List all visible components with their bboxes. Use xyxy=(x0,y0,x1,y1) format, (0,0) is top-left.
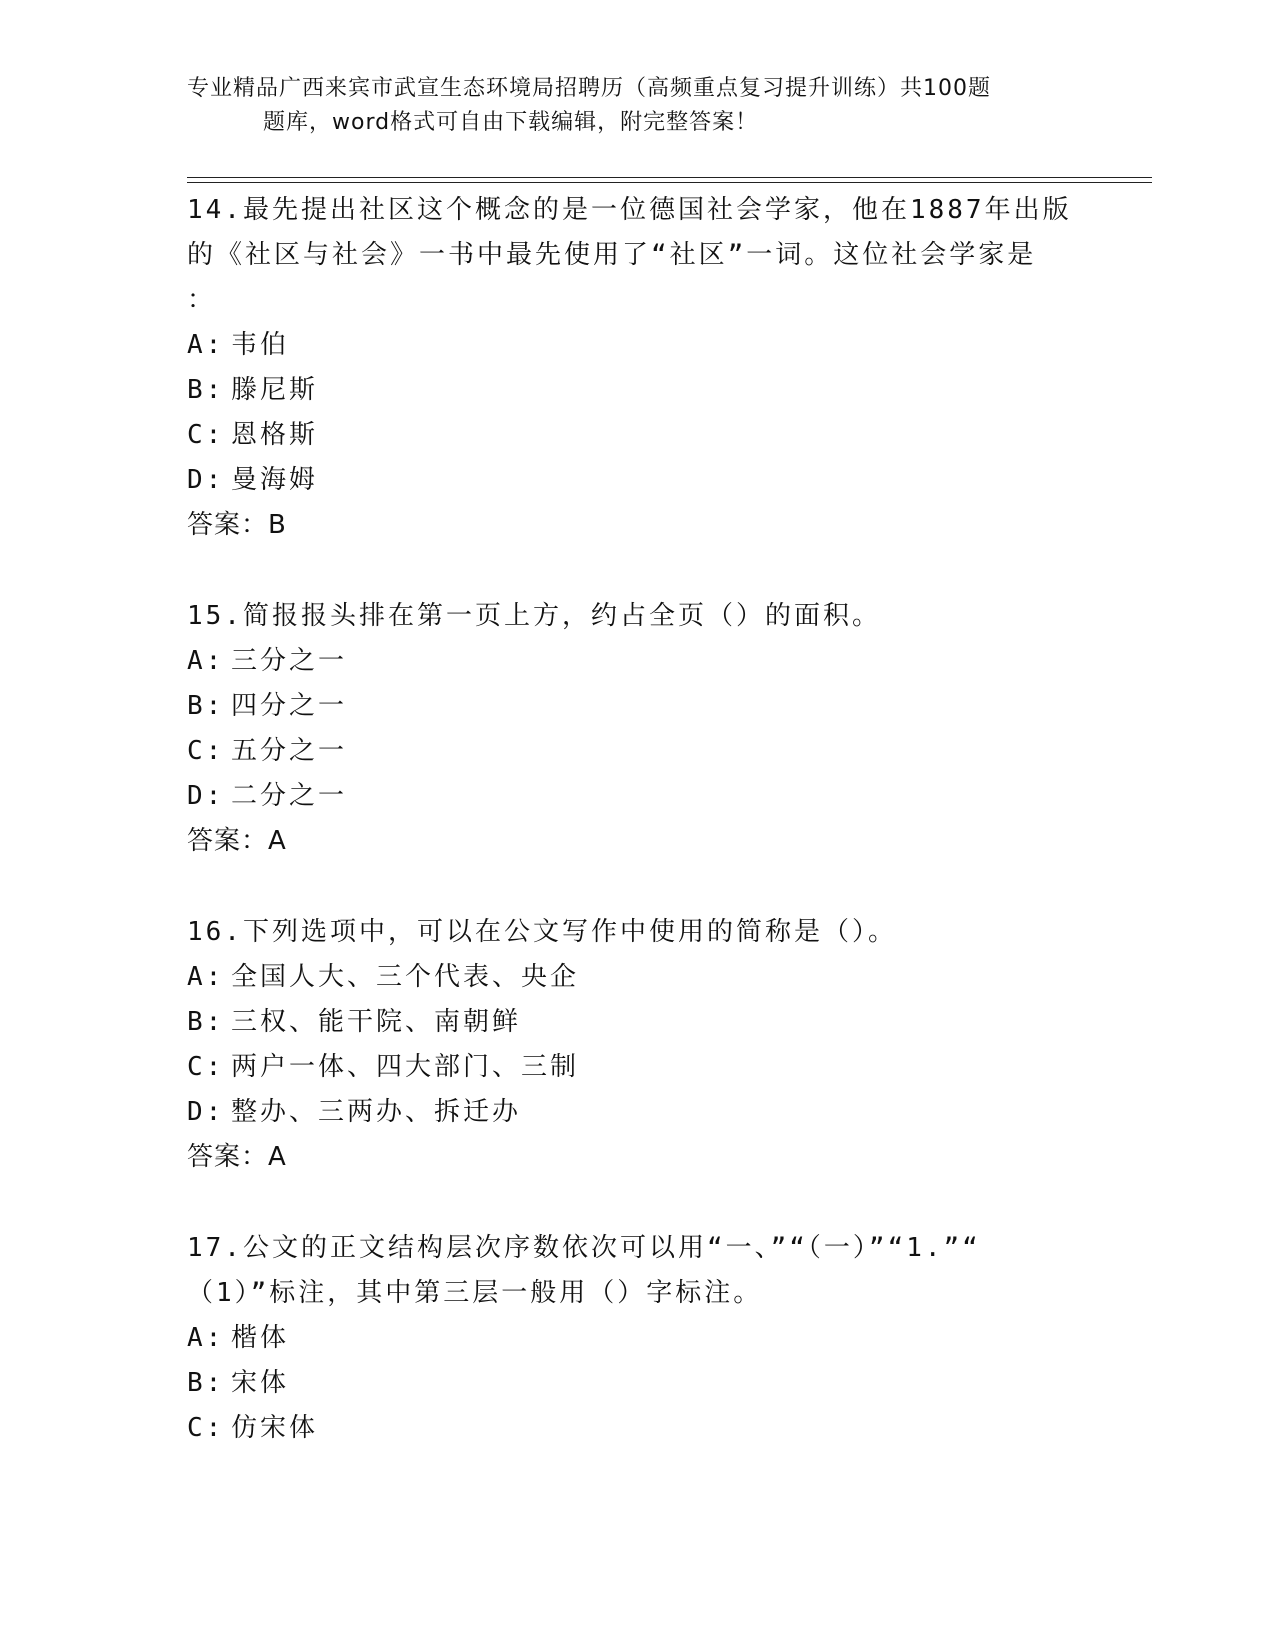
option-text: 五分之一 xyxy=(231,736,348,766)
option-c xyxy=(187,1406,1087,1451)
option-a xyxy=(187,1316,1087,1361)
option-letter: B: xyxy=(187,1007,225,1037)
option-letter: C: xyxy=(187,1052,225,1082)
option-text: 三分之一 xyxy=(231,646,348,676)
option-letter: B: xyxy=(187,1368,225,1398)
option-letter: C: xyxy=(187,736,225,766)
question-stem-line: 14.最先提出社区这个概念的是一位德国社会学家，他在1887年出版 xyxy=(187,195,1072,225)
question-stem-line: 15.简报报头排在第一页上方，约占全页（）的面积。 xyxy=(187,601,881,631)
header-divider-bottom xyxy=(187,182,1152,183)
option-letter: B: xyxy=(187,691,225,721)
option-b xyxy=(187,1000,1087,1045)
document-header xyxy=(187,72,1067,140)
question-list xyxy=(187,188,1087,1497)
option-c xyxy=(187,729,1087,774)
option-letter: C: xyxy=(187,420,225,450)
option-letter: D: xyxy=(187,1097,225,1127)
option-letter: A: xyxy=(187,330,225,360)
option-text: 整办、三两办、拆迁办 xyxy=(231,1097,522,1127)
option-text: 仿宋体 xyxy=(231,1413,319,1443)
option-text: 滕尼斯 xyxy=(231,375,319,405)
option-a xyxy=(187,639,1087,684)
option-b xyxy=(187,368,1087,413)
option-text: 曼海姆 xyxy=(231,465,319,495)
option-letter: A: xyxy=(187,646,225,676)
option-text: 全国人大、三个代表、央企 xyxy=(231,962,580,992)
option-text: 四分之一 xyxy=(231,691,348,721)
option-text: 楷体 xyxy=(231,1323,290,1353)
question-17 xyxy=(187,1226,1087,1451)
option-c xyxy=(187,1045,1087,1090)
option-text: 恩格斯 xyxy=(231,420,319,450)
option-letter: A: xyxy=(187,1323,225,1353)
answer-line: 答案：A xyxy=(187,826,287,856)
option-c xyxy=(187,413,1087,458)
option-d xyxy=(187,1090,1087,1135)
question-14 xyxy=(187,188,1087,548)
option-text: 两户一体、四大部门、三制 xyxy=(231,1052,580,1082)
option-letter: C: xyxy=(187,1413,225,1443)
header-title-line-2: 题库，word格式可自由下载编辑，附完整答案！ xyxy=(263,110,759,135)
question-stem-line: 17.公文的正文结构层次序数依次可以用“一、”“（一）”“1.”“ xyxy=(187,1233,981,1263)
option-text: 二分之一 xyxy=(231,781,348,811)
question-stem-line: 16.下列选项中，可以在公文写作中使用的简称是（）。 xyxy=(187,917,897,947)
option-letter: B: xyxy=(187,375,225,405)
answer-line: 答案：A xyxy=(187,1142,287,1172)
question-stem-line: ： xyxy=(187,285,217,315)
question-16 xyxy=(187,910,1087,1180)
option-text: 韦伯 xyxy=(231,330,290,360)
option-a xyxy=(187,323,1087,368)
answer-line: 答案：B xyxy=(187,510,287,540)
question-stem-line: （1）”标注，其中第三层一般用（）字标注。 xyxy=(187,1278,763,1308)
option-b xyxy=(187,1361,1087,1406)
option-letter: D: xyxy=(187,781,225,811)
option-d xyxy=(187,458,1087,503)
option-letter: A: xyxy=(187,962,225,992)
option-a xyxy=(187,955,1087,1000)
header-title-line-1: 专业精品广西来宾市武宣生态环境局招聘历（高频重点复习提升训练）共100题 xyxy=(187,76,991,101)
option-b xyxy=(187,684,1087,729)
option-letter: D: xyxy=(187,465,225,495)
question-15 xyxy=(187,594,1087,864)
option-d xyxy=(187,774,1087,819)
option-text: 宋体 xyxy=(231,1368,290,1398)
header-divider-top xyxy=(187,177,1152,178)
question-stem-line: 的《社区与社会》一书中最先使用了“社区”一词。这位社会学家是 xyxy=(187,240,1037,270)
option-text: 三权、能干院、南朝鲜 xyxy=(231,1007,522,1037)
